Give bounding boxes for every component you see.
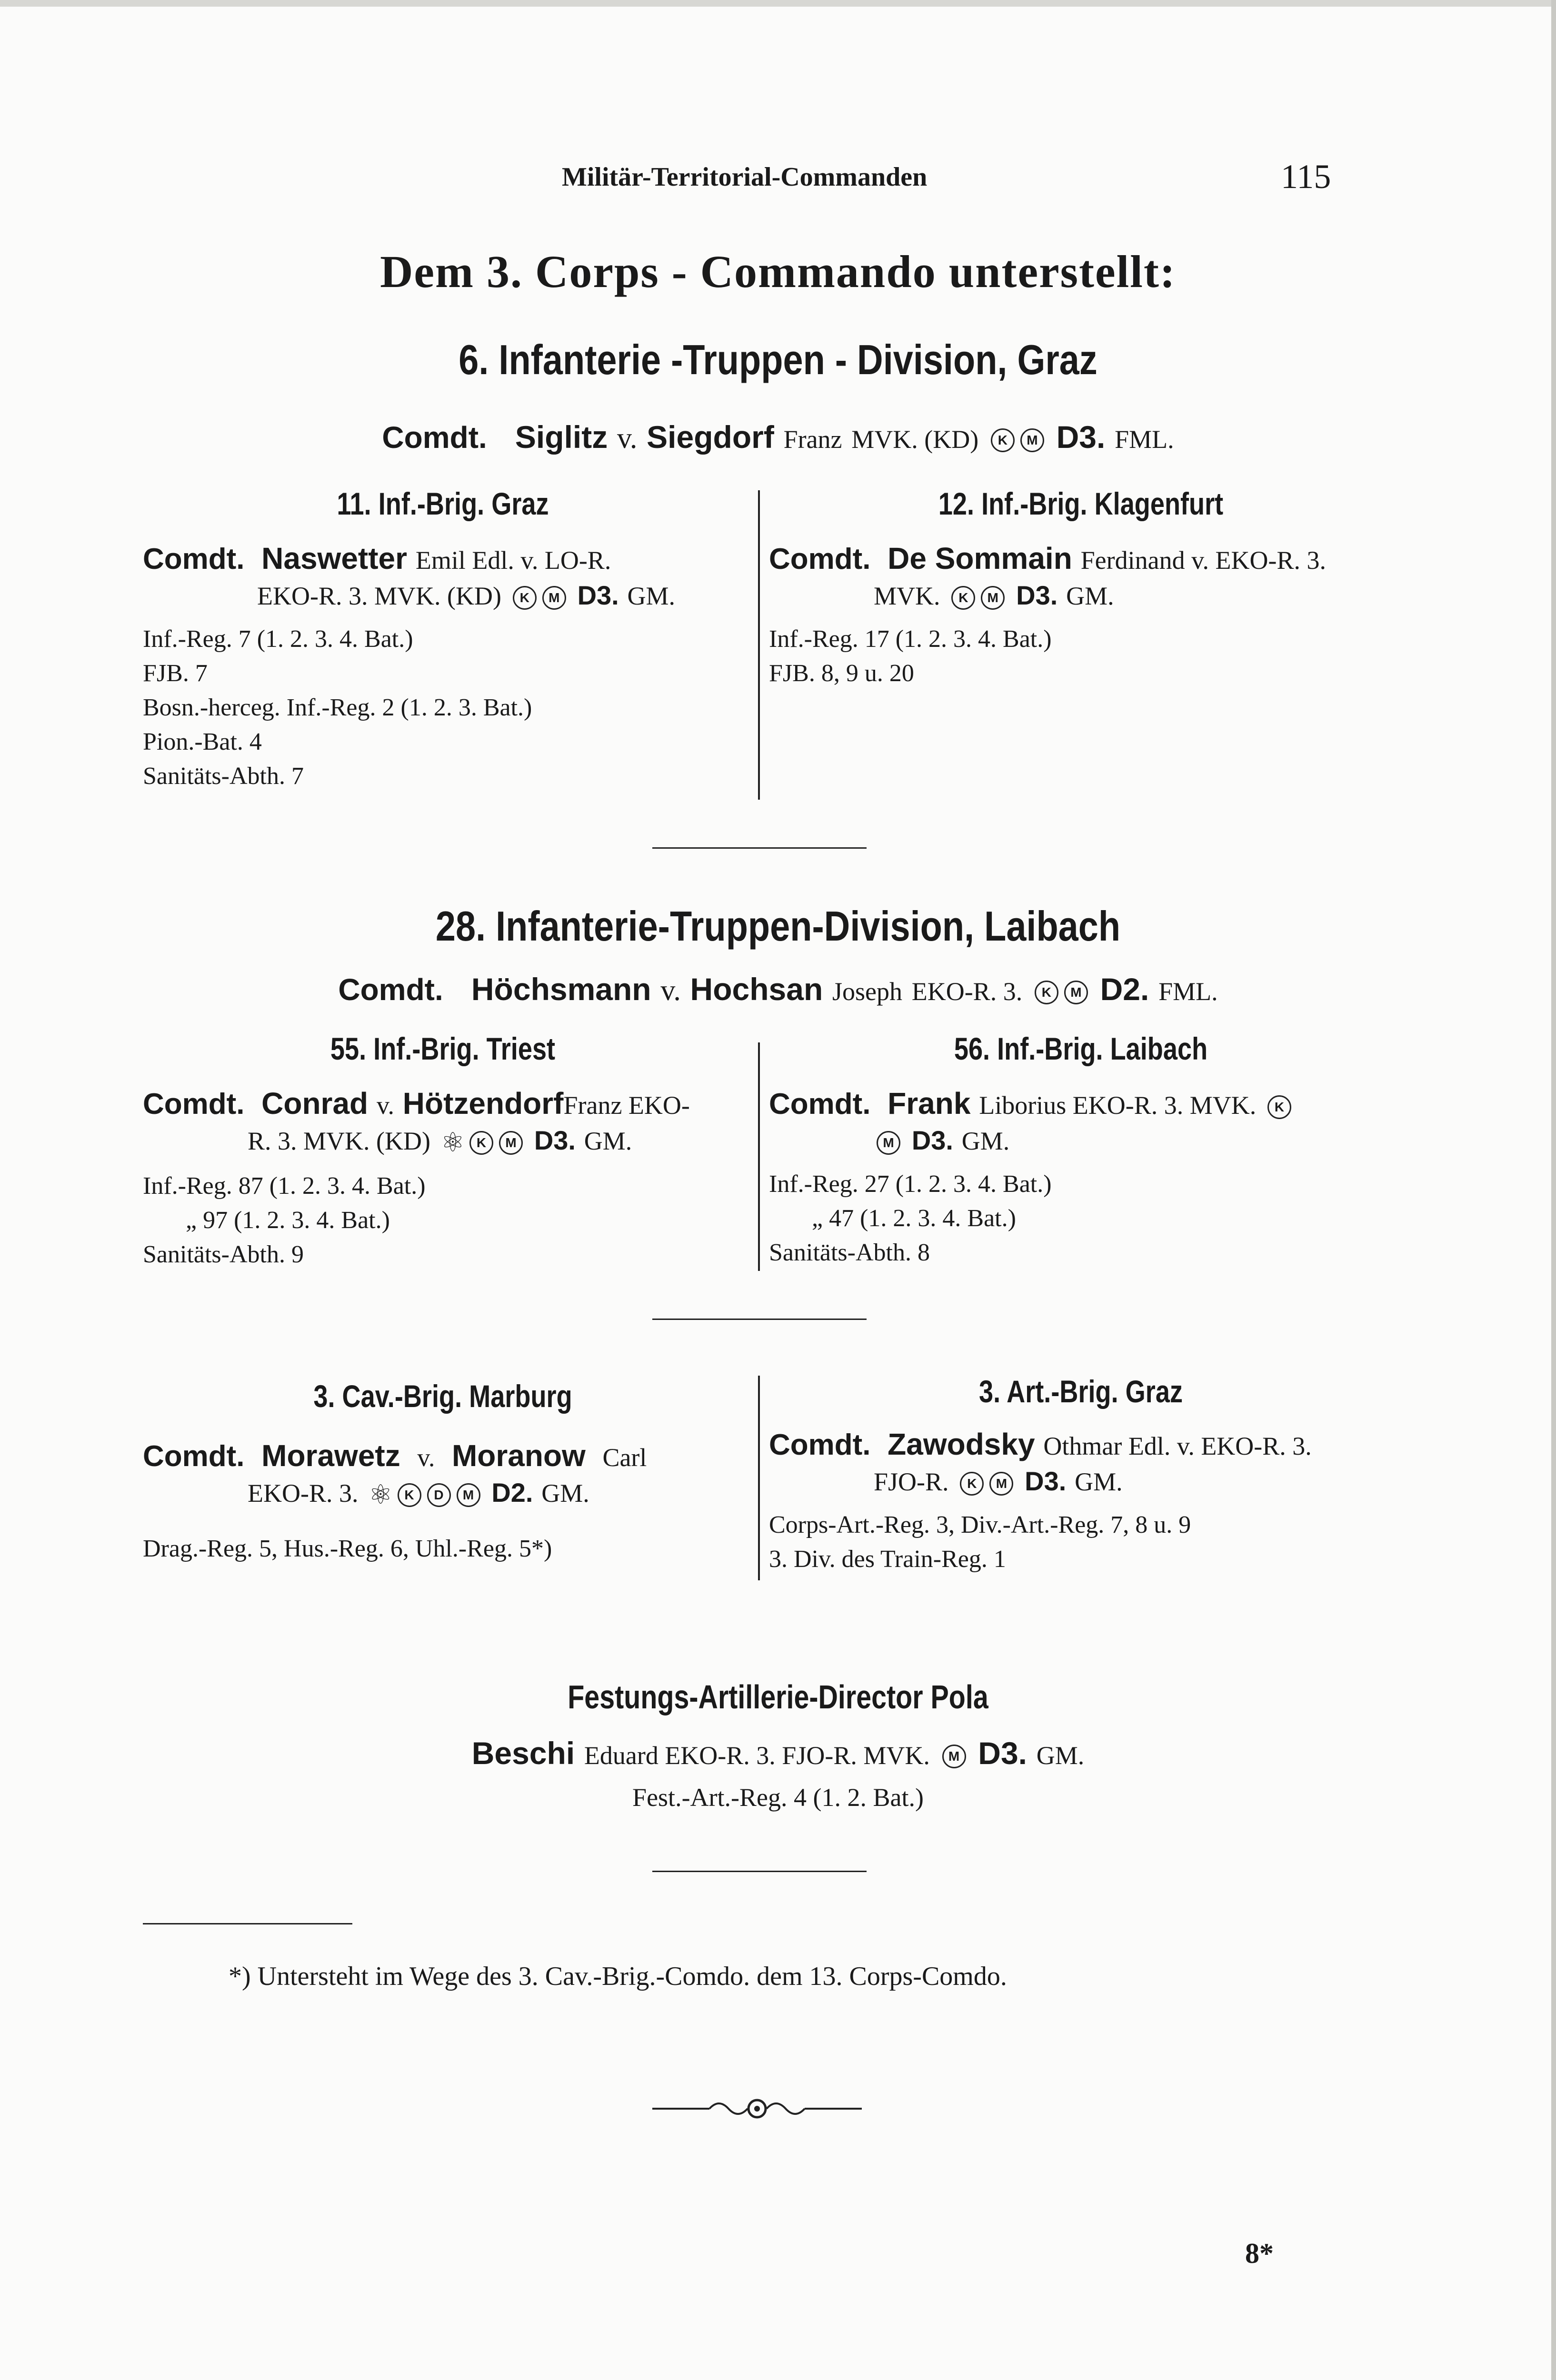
seal-k-icon: K <box>991 428 1015 452</box>
brigade-11 <box>143 486 743 793</box>
rank: GM. <box>584 1127 632 1155</box>
unit-item: Pion.-Bat. 4 <box>143 728 262 755</box>
section-separator <box>652 1871 867 1872</box>
rank-code: D3. <box>1025 1466 1067 1496</box>
signature-mark: 8* <box>1245 2238 1274 2269</box>
seal-k-icon: K <box>469 1131 493 1155</box>
comdt-label: Comdt. <box>769 1428 871 1461</box>
rank-code: D3. <box>1056 419 1106 455</box>
comdt-details: Ferdinand v. EKO-R. 3. <box>1080 546 1327 575</box>
seal-k-icon: K <box>1035 981 1058 1004</box>
unit-item: Sanitäts-Abth. 9 <box>143 1240 304 1268</box>
unit-item: FJB. 8, 9 u. 20 <box>769 660 914 687</box>
comdt-decor: FJO-R. <box>874 1468 949 1496</box>
seal-m-icon: M <box>1064 981 1088 1004</box>
unit-item: Inf.-Reg. 7 (1. 2. 3. 4. Bat.) <box>143 625 413 653</box>
comdt-decor: R. 3. MVK. (KD) <box>248 1127 430 1155</box>
order-crest-icon: ⚛ <box>369 1479 393 1510</box>
artillery-brigade-title: 3. Art.-Brig. Graz <box>978 1374 1183 1409</box>
comdt-decor: MVK. <box>874 582 940 610</box>
cavalry-comdt <box>143 1438 743 1513</box>
order-crest-icon: ⚛ <box>440 1127 465 1158</box>
division-6-comdt <box>0 419 1556 456</box>
comdt-label: Comdt. <box>143 1088 245 1121</box>
unit-item: FJB. 7 <box>143 660 208 687</box>
running-head <box>0 157 1556 205</box>
artillery-brigade <box>769 1373 1393 1577</box>
comdt-label: Comdt. <box>143 1440 245 1473</box>
comdt-place: Siegdorf <box>647 419 774 455</box>
seal-k-icon: K <box>398 1483 421 1507</box>
comdt-name: De Sommain <box>888 541 1072 575</box>
comdt-particle: v. <box>376 1091 394 1120</box>
rank: GM. <box>961 1127 1010 1155</box>
seal-m-icon: M <box>989 1472 1013 1496</box>
fortress-comdt <box>0 1735 1556 1771</box>
footnote-rule <box>143 1923 352 1924</box>
rank-code: D3. <box>1016 580 1058 610</box>
comdt-decor: EKO-R. 3. <box>248 1479 359 1507</box>
rank-code: D3. <box>978 1735 1027 1771</box>
division-28-title: 28. Infanterie-Truppen-Division, Laibach <box>435 902 1121 950</box>
artillery-units <box>769 1508 1393 1577</box>
comdt-particle: v. <box>617 422 638 455</box>
section-separator <box>652 1319 867 1320</box>
rank: GM. <box>1036 1741 1085 1770</box>
unit-item: Inf.-Reg. 27 (1. 2. 3. 4. Bat.) <box>769 1170 1052 1198</box>
unit-item: Sanitäts-Abth. 7 <box>143 763 304 790</box>
rank: GM. <box>1066 582 1114 610</box>
brigade-11-title: 11. Inf.-Brig. Graz <box>337 486 549 521</box>
fortress-title: Festungs-Artillerie-Director Pola <box>568 1678 988 1716</box>
rank-code: D3. <box>534 1125 576 1155</box>
main-heading: Dem 3. Corps - Commando unterstellt: <box>380 246 1176 297</box>
page-number: 115 <box>1281 158 1331 196</box>
comdt-name: Conrad <box>261 1086 369 1121</box>
ornament-icon <box>652 2094 862 2123</box>
unit-item: Drag.-Reg. 5, Hus.-Reg. 6, Uhl.-Reg. 5*) <box>143 1535 552 1562</box>
comdt-label: Comdt. <box>382 420 487 455</box>
comdt-place: Hochsan <box>690 972 823 1007</box>
rank-code: D2. <box>491 1478 533 1507</box>
comdt-label: Comdt. <box>769 543 871 575</box>
brigade-12 <box>769 486 1393 691</box>
division-6-title: 6. Infanterie -Truppen - Division, Graz <box>459 336 1097 383</box>
comdt-details: Franz EKO- <box>563 1091 690 1120</box>
unit-item: Inf.-Reg. 17 (1. 2. 3. 4. Bat.) <box>769 625 1052 653</box>
rank: GM. <box>541 1479 589 1507</box>
brigade-55-comdt <box>143 1086 743 1160</box>
comdt-particle: v. <box>660 974 681 1007</box>
section-separator <box>652 847 867 849</box>
comdt-decor: MVK. (KD) <box>851 425 979 454</box>
unit-item: „ 47 (1. 2. 3. 4. Bat.) <box>812 1205 1016 1232</box>
seal-m-icon: M <box>1020 428 1044 452</box>
comdt-name: Beschi <box>471 1735 575 1771</box>
comdt-given: Franz <box>783 425 842 454</box>
comdt-details: Emil Edl. v. LO-R. <box>415 546 611 575</box>
seal-k-icon: K <box>513 586 537 610</box>
seal-m-icon: M <box>942 1745 966 1768</box>
column-divider <box>758 1376 760 1580</box>
brigade-56-units <box>769 1167 1393 1270</box>
comdt-label: Comdt. <box>143 543 245 575</box>
comdt-surname: Siglitz <box>515 419 608 455</box>
comdt-surname: Höchsmann <box>471 972 651 1007</box>
rank-code: D2. <box>1100 972 1149 1007</box>
brigade-56-title: 56. Inf.-Brig. Laibach <box>954 1031 1208 1066</box>
brigade-11-comdt <box>143 541 743 614</box>
unit-item: „ 97 (1. 2. 3. 4. Bat.) <box>186 1206 390 1234</box>
comdt-label: Comdt. <box>338 972 443 1007</box>
comdt-given: Joseph <box>832 977 902 1006</box>
comdt-decor: EKO-R. 3. MVK. (KD) <box>257 582 501 610</box>
unit-item: Sanitäts-Abth. 8 <box>769 1239 930 1266</box>
artillery-comdt <box>769 1427 1393 1499</box>
cavalry-units <box>143 1532 743 1566</box>
division-28-comdt <box>0 971 1556 1008</box>
brigade-11-units <box>143 622 743 793</box>
rank: GM. <box>627 582 676 610</box>
cavalry-brigade-title: 3. Cav.-Brig. Marburg <box>313 1378 572 1414</box>
rank-code: D3. <box>577 580 619 610</box>
brigade-12-units <box>769 622 1393 691</box>
running-title: Militär-Territorial-Commanden <box>562 162 928 192</box>
comdt-particle: v. <box>417 1443 435 1472</box>
brigade-55-title: 55. Inf.-Brig. Triest <box>330 1031 556 1066</box>
seal-m-icon: M <box>981 586 1005 610</box>
fortress-unit: Fest.-Art.-Reg. 4 (1. 2. Bat.) <box>632 1783 924 1812</box>
comdt-name: Morawetz <box>261 1438 400 1473</box>
seal-d-icon: D <box>427 1483 451 1507</box>
comdt-label: Comdt. <box>769 1088 871 1121</box>
comdt-name-2: Moranow <box>451 1438 586 1473</box>
seal-m-icon: M <box>877 1131 900 1155</box>
rank: FML. <box>1115 425 1174 454</box>
unit-item: Corps-Art.-Reg. 3, Div.-Art.-Reg. 7, 8 u. 9 <box>769 1511 1191 1538</box>
seal-m-icon: M <box>457 1483 480 1507</box>
column-divider <box>758 1042 760 1271</box>
seal-k-icon: K <box>951 586 975 610</box>
unit-item: 3. Div. des Train-Reg. 1 <box>769 1546 1006 1573</box>
cavalry-brigade <box>143 1378 743 1566</box>
seal-m-icon: M <box>499 1131 523 1155</box>
comdt-details: Liborius EKO-R. 3. MVK. <box>979 1091 1257 1120</box>
comdt-given: Carl <box>602 1443 647 1472</box>
rank-code: D3. <box>911 1125 953 1155</box>
brigade-55-units <box>143 1169 743 1272</box>
unit-item: Bosn.-herceg. Inf.-Reg. 2 (1. 2. 3. Bat.) <box>143 694 532 721</box>
brigade-55 <box>143 1031 743 1272</box>
brigade-12-title: 12. Inf.-Brig. Klagenfurt <box>938 486 1224 521</box>
seal-k-icon: K <box>960 1472 984 1496</box>
comdt-name: Naswetter <box>261 541 408 575</box>
comdt-decor: EKO-R. 3. <box>911 977 1023 1006</box>
scan-edge-top <box>0 0 1556 7</box>
comdt-name: Zawodsky <box>888 1427 1035 1461</box>
comdt-name-2: Hötzendorf <box>402 1086 564 1121</box>
brigade-56 <box>769 1031 1393 1270</box>
comdt-details: Eduard EKO-R. 3. FJO-R. MVK. <box>584 1741 930 1770</box>
comdt-name: Frank <box>888 1086 971 1121</box>
division-28-title-wrap <box>0 902 1556 951</box>
brigade-56-comdt <box>769 1086 1393 1159</box>
division-6-title-wrap <box>0 336 1556 384</box>
rank: FML. <box>1158 977 1218 1006</box>
comdt-details: Othmar Edl. v. EKO-R. 3. <box>1043 1432 1312 1460</box>
brigade-12-comdt <box>769 541 1393 614</box>
seal-m-icon: M <box>542 586 566 610</box>
rank: GM. <box>1075 1468 1123 1496</box>
footnote: *) Untersteht im Wege des 3. Cav.-Brig.-Comdo. dem 13. Corps-Comdo. <box>229 1962 1007 1991</box>
seal-k-icon: K <box>1267 1095 1291 1119</box>
fortress-title-wrap <box>0 1678 1556 1716</box>
column-divider <box>758 490 760 800</box>
unit-item: Inf.-Reg. 87 (1. 2. 3. 4. Bat.) <box>143 1172 426 1200</box>
